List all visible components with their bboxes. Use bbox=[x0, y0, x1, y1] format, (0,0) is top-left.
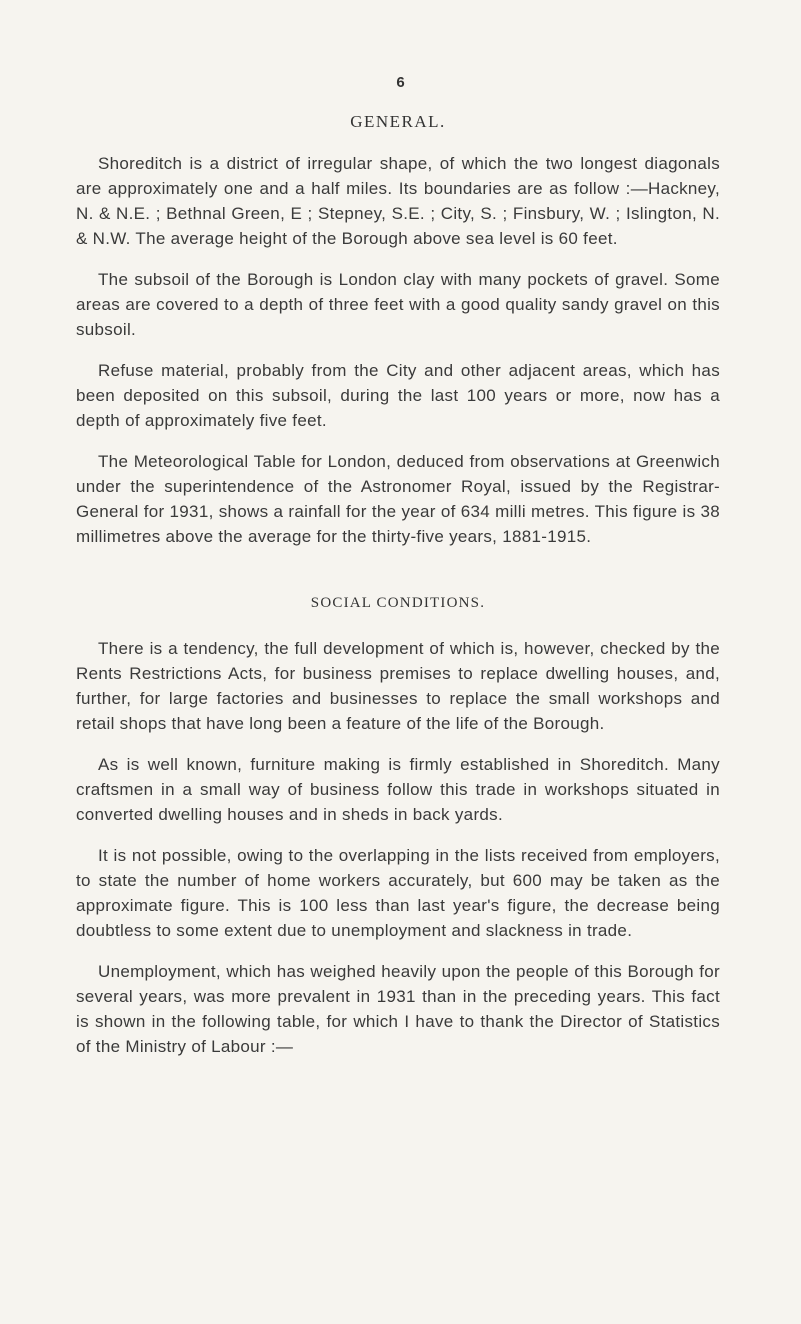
page-number: 6 bbox=[396, 74, 405, 91]
document-body bbox=[76, 112, 720, 1075]
paragraph-furniture-making: As is well known, furniture making is firmly established in Shoreditch. Many craftsmen in a small way of business follow this trade in workshops situated in converted dwelling houses and in sheds in back yards. bbox=[76, 755, 720, 824]
paragraph-boundaries: Shoreditch is a district of irregular shape, of which the two longest diagonals are approximately one and a half miles. Its boundaries are as follow :—Hackney, N. & N.E. ; Bethnal Green, E ; Stepney, S.E. ; City, S. ; Finsbury, W. ; Islington, N. & N.W. The average height of the Borough above sea level is 60 feet. bbox=[76, 154, 720, 248]
paragraph-subsoil: The subsoil of the Borough is London clay with many pockets of gravel. Some areas are covered to a depth of three feet with a good quality sandy gravel on this subsoil. bbox=[76, 270, 720, 339]
section-heading-social-conditions: SOCIAL CONDITIONS. bbox=[310, 595, 486, 611]
paragraph-rainfall: The Meteorological Table for London, deduced from observations at Greenwich under the superintendence of the Astronomer Royal, issued by the Registrar-General for 1931, shows a rainfall for the year of 634 milli metres. This figure is 38 millimetres above the average for the thirty-five years, 1881-1915. bbox=[76, 452, 720, 546]
paragraph-business-premises: There is a tendency, the full development of which is, however, checked by the Rents Restrictions Acts, for business premises to replace dwelling houses, and, further, for large factories and businesses to replace the small workshops and retail shops that have long been a feature of the life of the Borough. bbox=[76, 639, 720, 733]
paragraph-unemployment: Unemployment, which has weighed heavily upon the people of this Borough for several years, was more prevalent in 1931 than in the preceding years. This fact is shown in the following table, for which I have to thank the Director of Statistics of the Ministry of Labour :— bbox=[76, 962, 720, 1056]
paragraph-refuse: Refuse material, probably from the City and other adjacent areas, which has been deposited on this subsoil, during the last 100 years or more, now has a depth of approximately five feet. bbox=[76, 361, 720, 430]
section-heading-general: GENERAL. bbox=[350, 112, 446, 131]
paragraph-home-workers: It is not possible, owing to the overlapping in the lists received from employers, to state the number of home workers accurately, but 600 may be taken as the approximate figure. This is 100 less than last year's figure, the decrease being doubtless to some extent due to unemployment and slackness in trade. bbox=[76, 846, 720, 940]
